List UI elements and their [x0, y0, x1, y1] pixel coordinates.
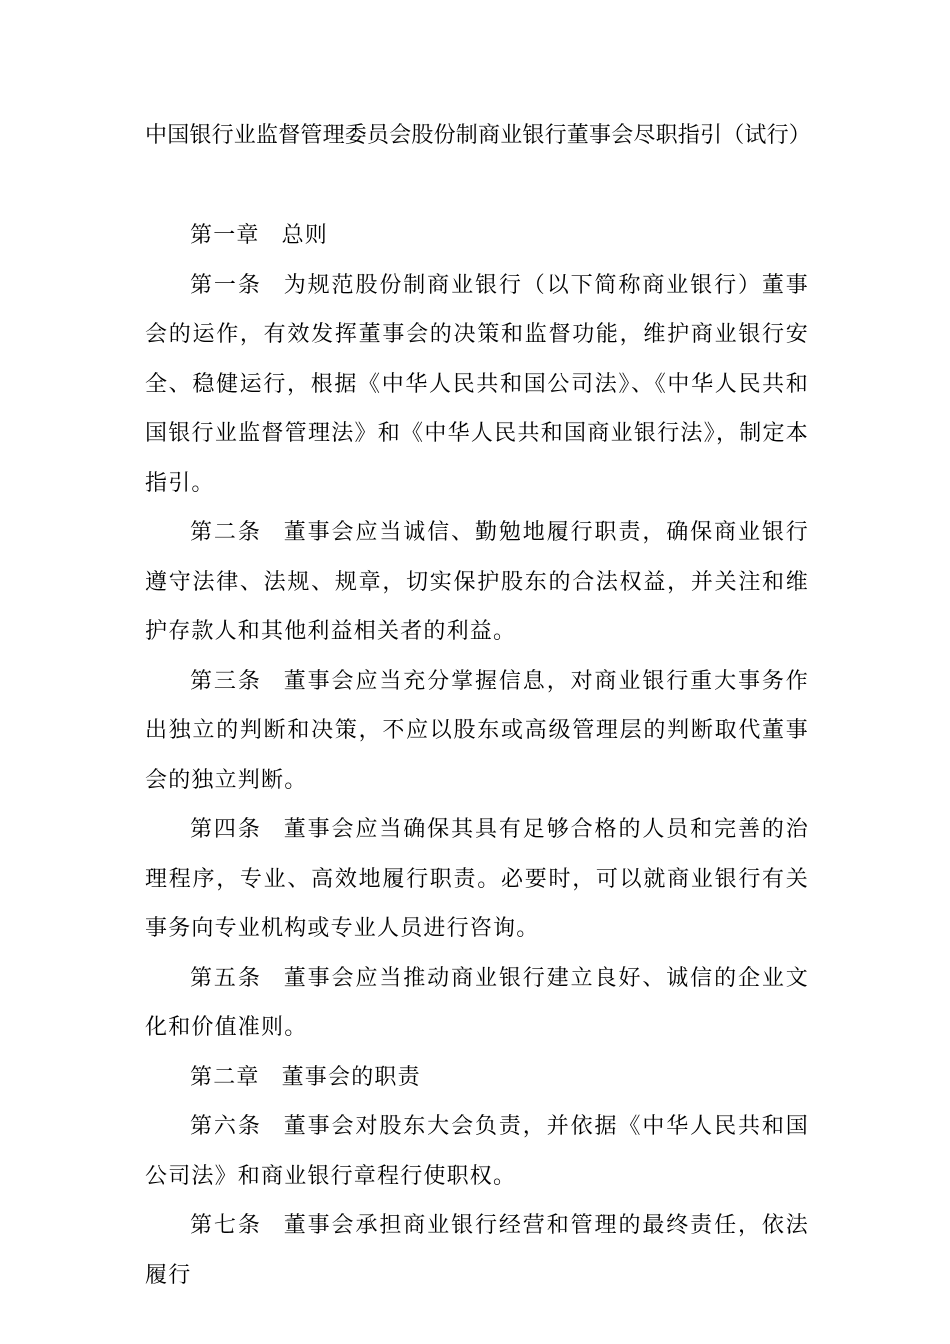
article-text: 董事会应当诚信、勤勉地履行职责，确保商业银行遵守法律、法规、规章，切实保护股东的合法权益，并关注和维护存款人和其他利益相关者的利益。 — [145, 520, 809, 644]
article-label: 第四条 — [190, 817, 262, 842]
article-paragraph — [145, 1102, 809, 1201]
chapter-label: 第一章 — [190, 223, 260, 248]
article-label: 第二条 — [190, 520, 262, 545]
chapter-title: 董事会的职责 — [281, 1064, 421, 1090]
article-paragraph — [145, 508, 809, 657]
document-body — [145, 211, 809, 1300]
article-paragraph — [145, 805, 809, 954]
article-text: 为规范股份制商业银行（以下简称商业银行）董事会的运作，有效发挥董事会的决策和监督功能，维护商业银行安全、稳健运行，根据《中华人民共和国公司法》、《中华人民共和国银行业监督管理法》和《中华人民共和国商业银行法》，制定本指引。 — [145, 272, 809, 496]
article-text: 董事会应当推动商业银行建立良好、诚信的企业文化和价值准则。 — [145, 965, 809, 1040]
article-label: 第一条 — [190, 272, 262, 298]
chapter-heading — [145, 211, 809, 261]
article-label: 第五条 — [190, 965, 262, 991]
article-label: 第六条 — [190, 1114, 262, 1139]
article-label: 第七条 — [190, 1213, 262, 1238]
article-text: 董事会对股东大会负责，并依据《中华人民共和国公司法》和商业银行章程行使职权。 — [145, 1114, 809, 1189]
article-text: 董事会应当充分掌握信息，对商业银行重大事务作出独立的判断和决策，不应以股东或高级管理层的判断取代董事会的独立判断。 — [145, 668, 809, 793]
article-text: 董事会应当确保其具有足够合格的人员和完善的治理程序，专业、高效地履行职责。必要时，可以就商业银行有关事务向专业机构或专业人员进行咨询。 — [145, 817, 809, 941]
article-paragraph — [145, 657, 809, 806]
article-text: 董事会承担商业银行经营和管理的最终责任，依法履行 — [145, 1213, 809, 1288]
article-paragraph — [145, 261, 809, 509]
article-paragraph — [145, 954, 809, 1053]
chapter-heading — [145, 1053, 809, 1103]
article-paragraph — [145, 1201, 809, 1300]
chapter-title: 总则 — [281, 223, 329, 248]
document-title: 中国银行业监督管理委员会股份制商业银行董事会尽职指引（试行） — [145, 123, 812, 148]
chapter-label: 第二章 — [190, 1064, 260, 1090]
article-label: 第三条 — [190, 668, 262, 694]
